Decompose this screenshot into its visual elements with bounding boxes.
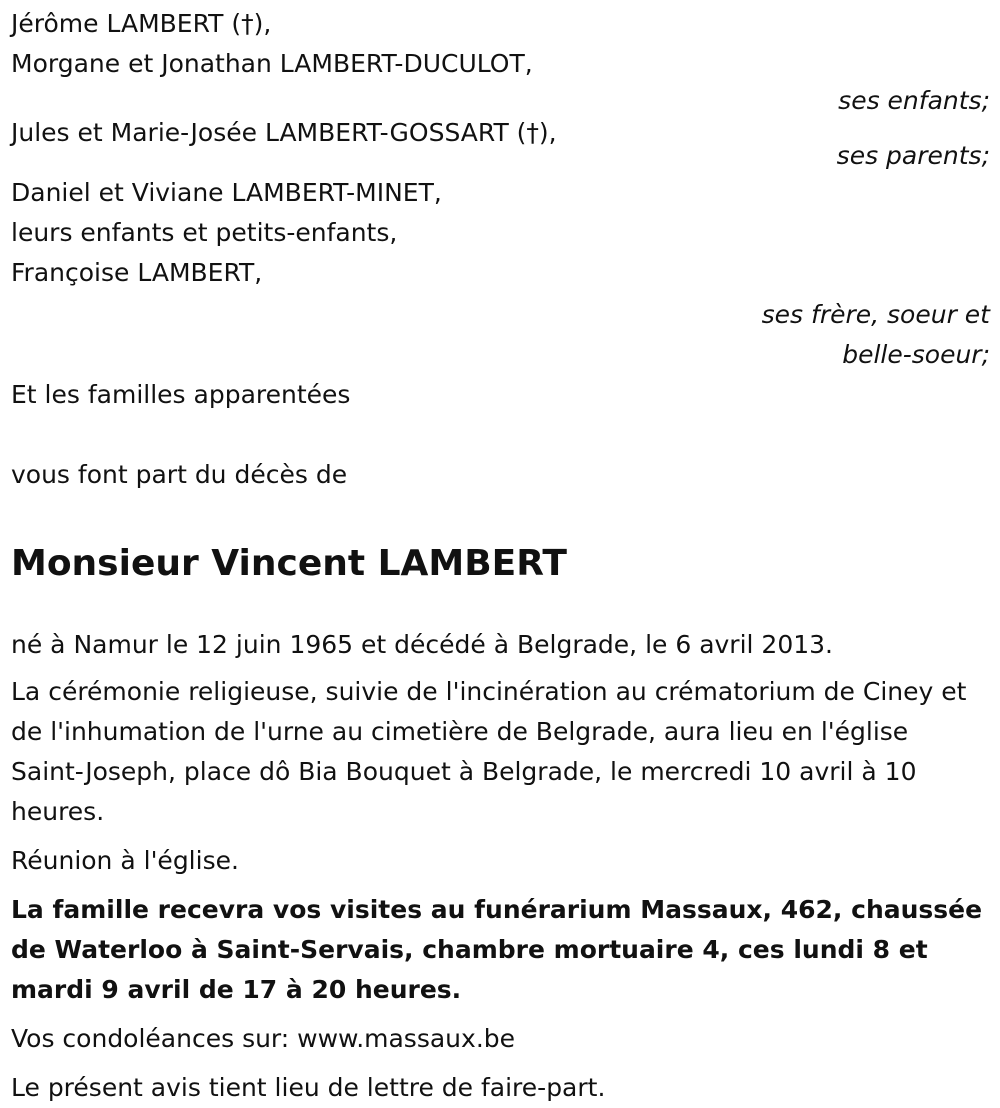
notice-text: Le présent avis tient lieu de lettre de faire-part.: [11, 1073, 606, 1102]
role-children: ses enfants;: [838, 86, 990, 115]
family-line-morgane-jonathan: Morgane et Jonathan LAMBERT-DUCULOT,: [11, 49, 533, 78]
family-line-francoise: Françoise LAMBERT,: [11, 258, 263, 287]
family-line-jerome: Jérôme LAMBERT (†),: [11, 9, 272, 38]
deceased-name: Monsieur Vincent LAMBERT: [11, 543, 567, 584]
reunion-text: Réunion à l'église.: [11, 846, 239, 875]
role-siblings-line1: ses frère, soeur et: [761, 300, 990, 329]
family-line-daniel-viviane: Daniel et Viviane LAMBERT-MINET,: [11, 178, 442, 207]
role-siblings-line2: belle-soeur;: [842, 340, 990, 369]
birth-death-text: né à Namur le 12 juin 1965 et décédé à Belgrade, le 6 avril 2013.: [11, 630, 833, 659]
condolences-text: Vos condoléances sur: www.massaux.be: [11, 1024, 516, 1053]
family-line-jules-marie-josee: Jules et Marie-Josée LAMBERT-GOSSART (†),: [11, 118, 557, 147]
role-parents: ses parents;: [836, 141, 990, 170]
visits-text: La famille recevra vos visites au funérarium Massaux, 462, chaussée de Waterloo à Saint-Servais, chambre mortuaire 4, ces lundi 8 et mardi 9 avril de 17 à 20 heures.: [11, 895, 983, 1004]
family-line-related-families: Et les familles apparentées: [11, 380, 351, 409]
announcement-text: vous font part du décès de: [11, 460, 348, 489]
family-line-children-grandchildren: leurs enfants et petits-enfants,: [11, 218, 398, 247]
ceremony-text: La cérémonie religieuse, suivie de l'incinération au crématorium de Ciney et de l'inhumation de l'urne au cimetière de Belgrade, aura lieu en l'église Saint-Joseph, place dô Bia Bouquet à Belgrade, le mercredi 10 avril à 10 heures.: [11, 677, 967, 826]
